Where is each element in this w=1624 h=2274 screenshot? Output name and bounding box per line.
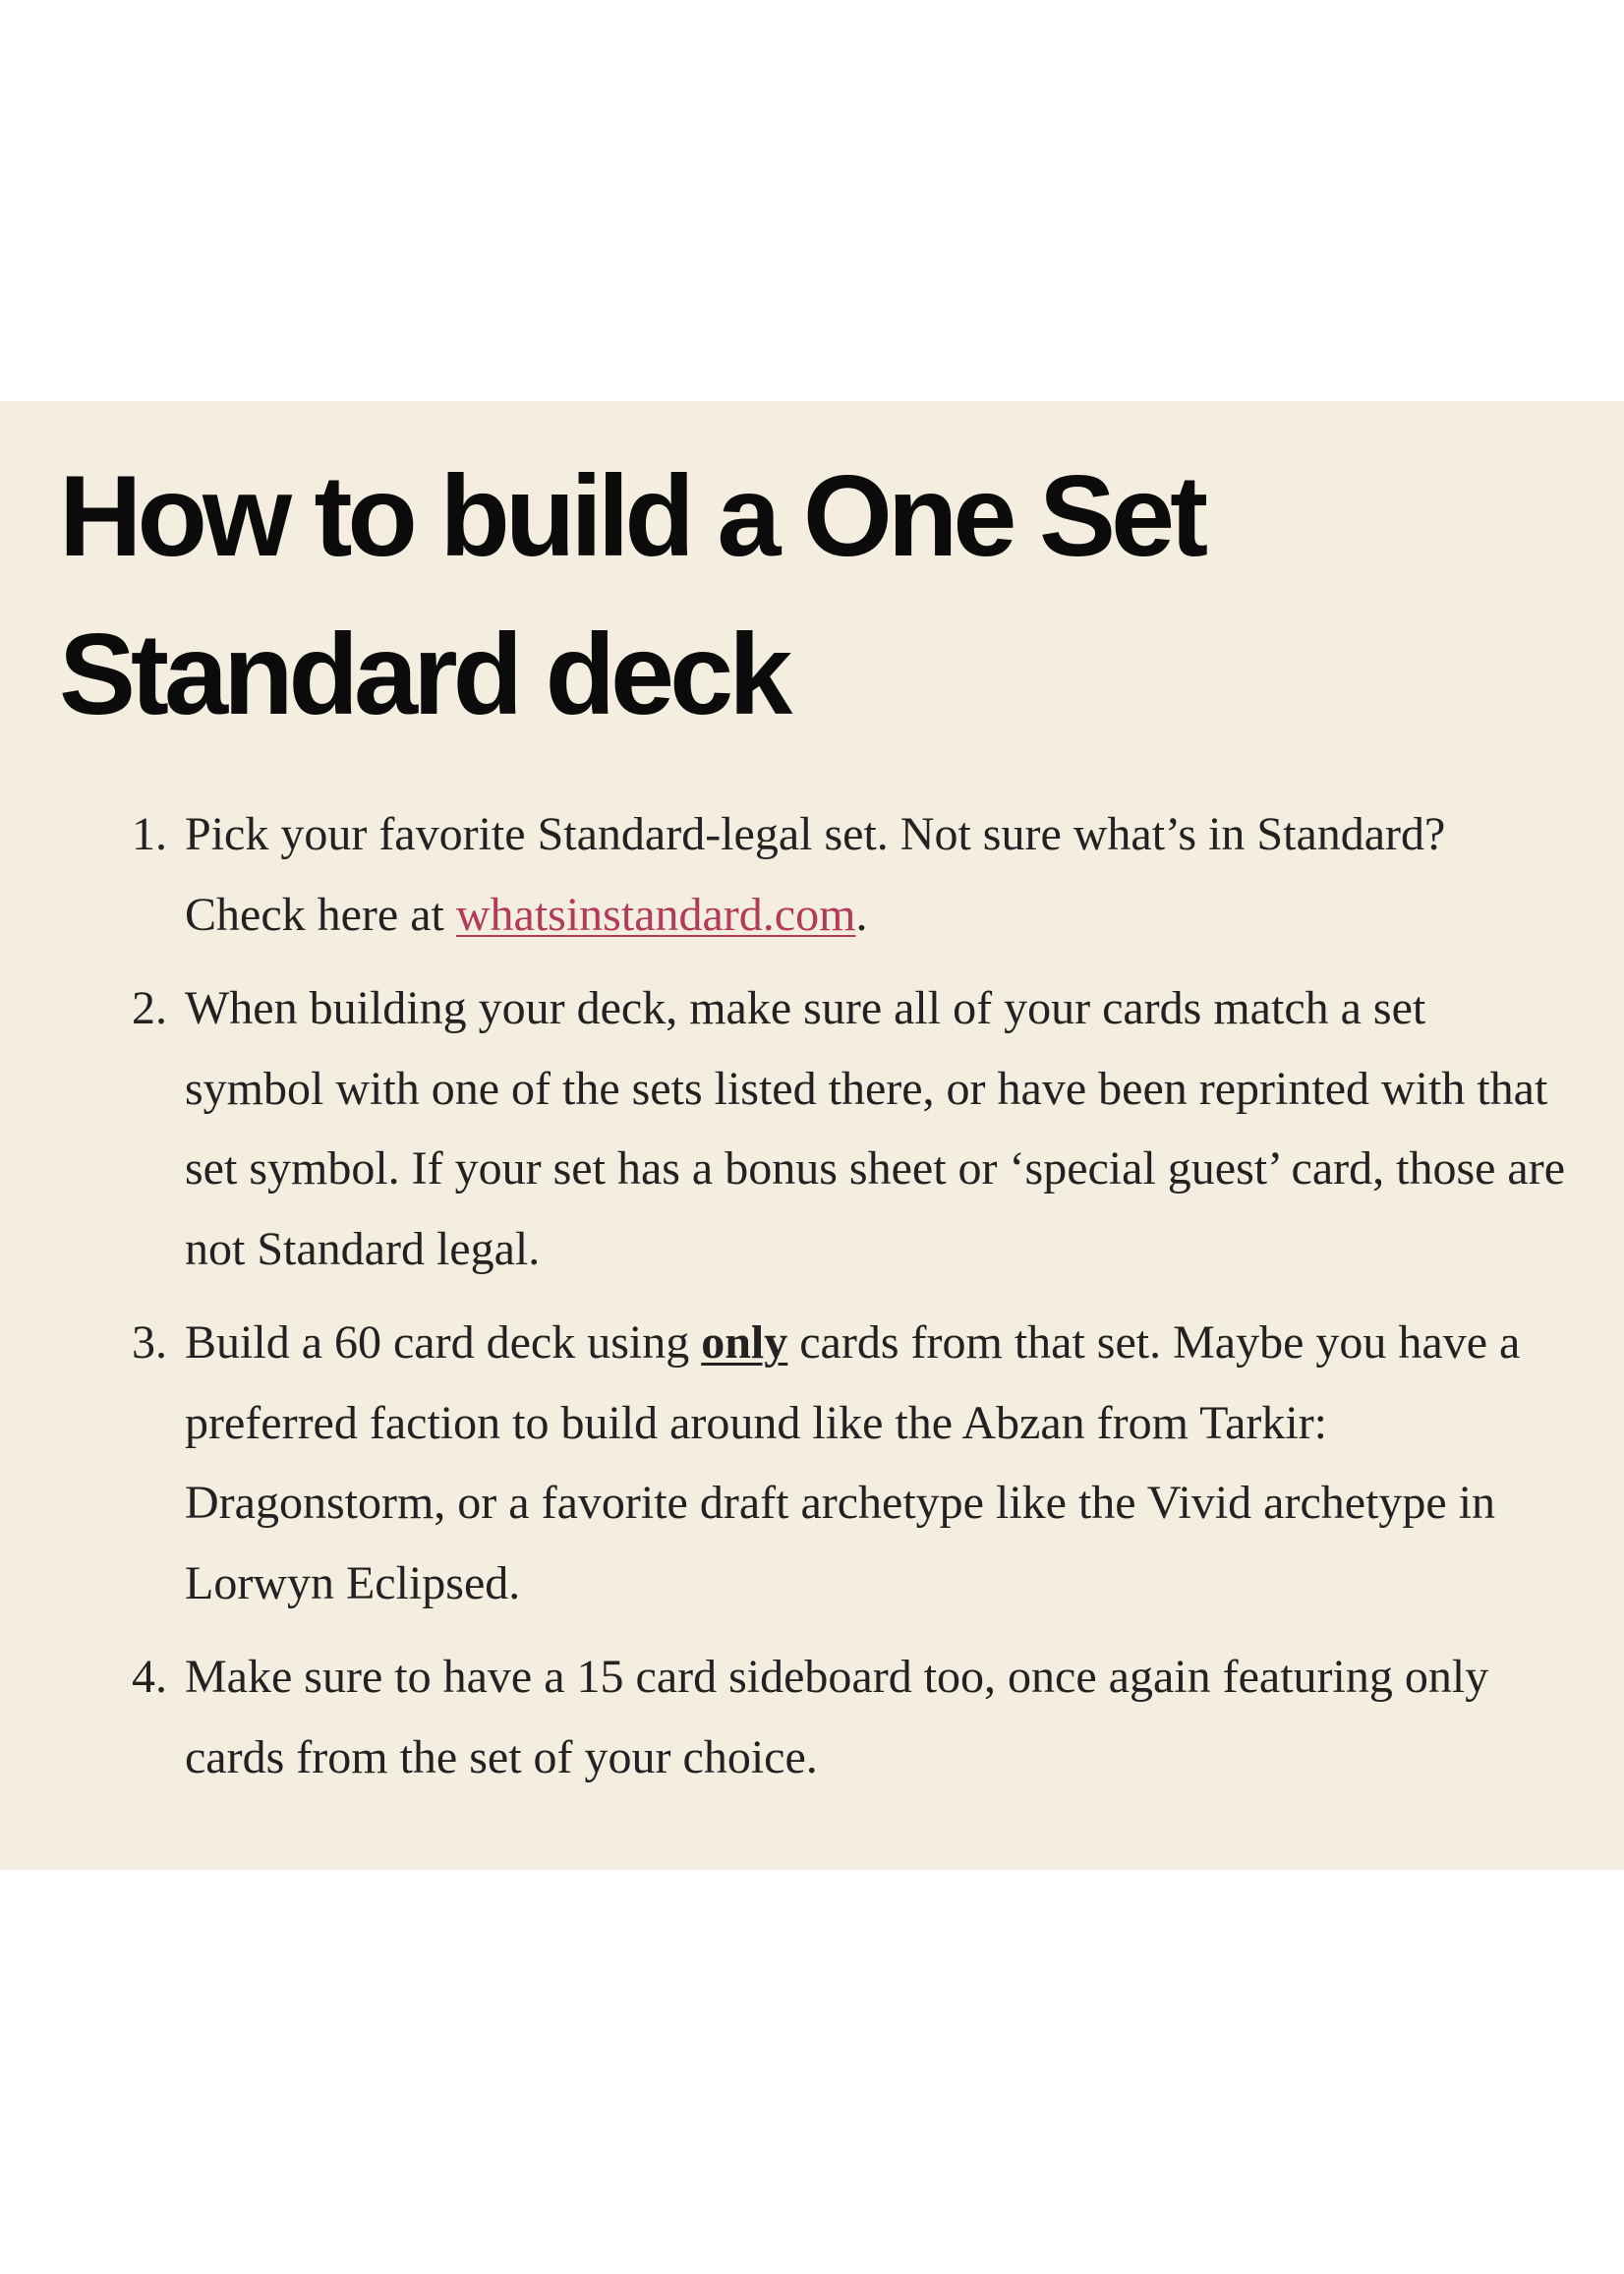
article-panel [0, 401, 1624, 1870]
step-number: 2. [132, 982, 167, 1034]
step-number: 1. [132, 808, 167, 860]
step-item-4 [132, 1637, 1567, 1797]
step-text: Pick your favorite Standard-legal set. Not sure what’s in Standard? Check here at [185, 808, 1446, 941]
step-text: Build a 60 card deck using [185, 1316, 702, 1369]
step-item-1 [132, 794, 1567, 955]
step-text-end: . [855, 888, 868, 941]
step-item-3 [132, 1303, 1567, 1623]
step-text: When building your deck, make sure all of your cards match a set symbol with one of the sets listed there, or have been reprinted with that set symbol. If your set has a bonus sheet or ‘special guest’ card, those are not Standard legal. [185, 982, 1566, 1275]
step-number: 4. [132, 1651, 167, 1703]
step-item-2 [132, 968, 1567, 1289]
step-number: 3. [132, 1316, 167, 1369]
emphasis-only: only [701, 1316, 788, 1369]
page-title: How to build a One Set Standard deck [59, 451, 1204, 738]
step-text: Make sure to have a 15 card sideboard too, once again featuring only cards from the set of your choice. [185, 1651, 1489, 1783]
steps-list [132, 794, 1567, 1811]
step-text-end: cards from that set. Maybe you have a preferred faction to build around like the Abzan from Tarkir: Dragonstorm, or a favorite draft archetype like the Vivid archetype in Lorwyn Eclipsed. [185, 1316, 1521, 1609]
whatsinstandard-link[interactable]: whatsinstandard.com [455, 888, 856, 941]
